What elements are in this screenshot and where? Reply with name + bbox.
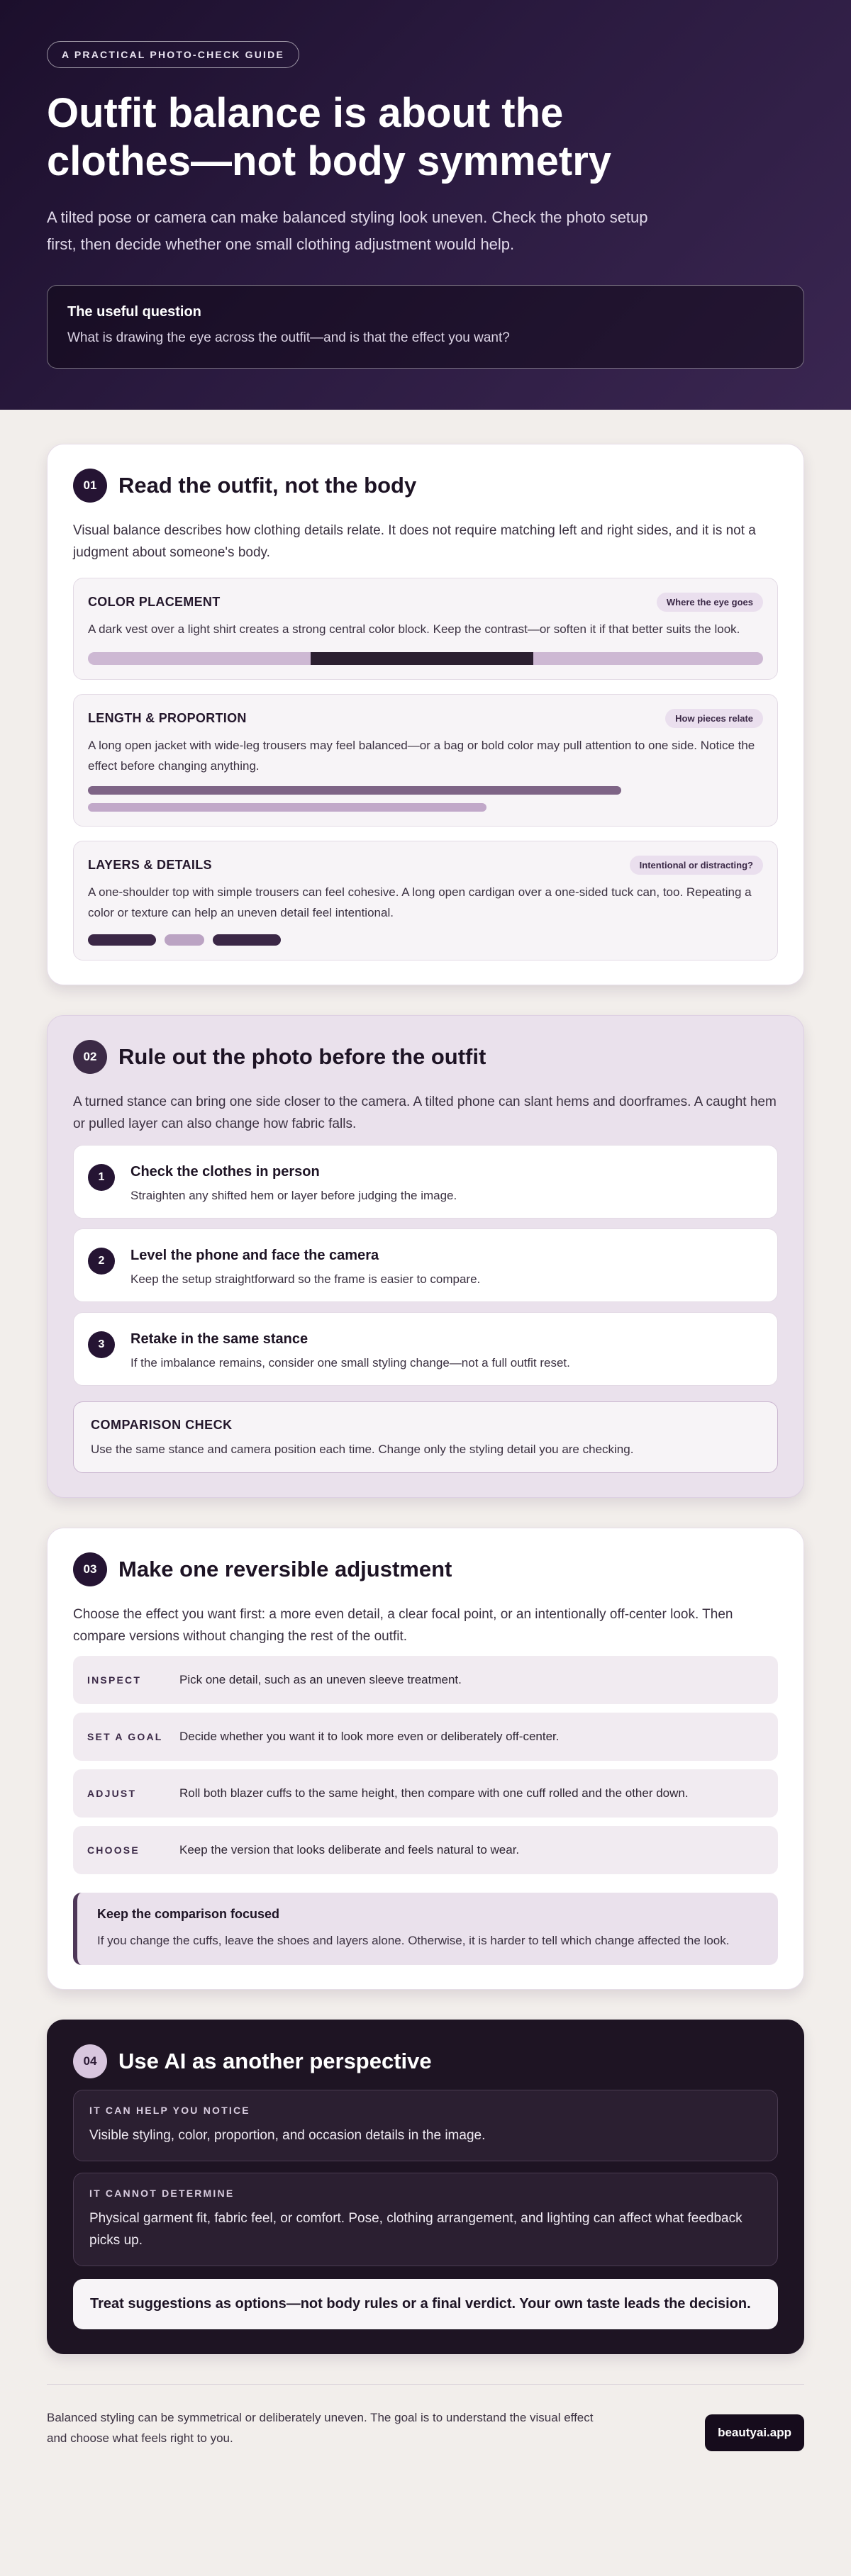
footer (47, 2384, 804, 2451)
ai-box-text: Physical garment fit, fabric feel, or comfort. Pose, clothing arrangement, and lighting can affect what feedback picks up. (89, 2211, 742, 2248)
row-text: Keep the version that looks deliberate and feels natural to wear. (179, 1843, 520, 1857)
detail-tag: Intentional or distracting? (630, 856, 763, 875)
brand-link[interactable]: beautyai.app (705, 2414, 804, 2451)
step-text: Straighten any shifted hem or layer before judging the image. (130, 1189, 457, 1202)
layer-chips (88, 934, 763, 946)
section-intro: Choose the effect you want first: a more even detail, a clear focal point, or an intentionally off-center look. Then compare versions without changing the rest of the outfit. (73, 1607, 733, 1644)
section-header (73, 469, 778, 503)
detail-text: A dark vest over a light shirt creates a strong central color block. Keep the contrast—or soften it if that better suits the look. (88, 622, 740, 636)
detail-color-placement (73, 578, 778, 680)
detail-length-proportion (73, 694, 778, 827)
comparison-focus-note (73, 1893, 778, 1965)
main-content (0, 410, 851, 2354)
color-block-bar (88, 652, 763, 665)
length-bar-long (88, 786, 621, 795)
footer-text: Balanced styling can be symmetrical or deliberately uneven. The goal is to understand the visual effect and choose what feels right to you. (47, 2411, 594, 2445)
step-title: Check the clothes in person (130, 1164, 320, 1180)
row-text: Decide whether you want it to look more even or deliberately off-center. (179, 1730, 560, 1743)
layer-chip (88, 934, 156, 946)
section-read-outfit (47, 444, 804, 985)
note-text: If you change the cuffs, leave the shoes and layers alone. Otherwise, it is harder to tell which change affected the look. (97, 1934, 730, 1947)
step-row-adjust (73, 1769, 778, 1818)
section-header (73, 2044, 778, 2078)
layer-chip (165, 934, 204, 946)
ai-cannot-determine-box (73, 2173, 778, 2266)
question-text: What is drawing the eye across the outfit—and is that the effect you want? (67, 330, 510, 345)
step-text: If the imbalance remains, consider one small styling change—not a full outfit reset. (130, 1356, 570, 1370)
step-row-choose (73, 1826, 778, 1874)
row-text: Pick one detail, such as an uneven sleeve treatment. (179, 1673, 462, 1686)
detail-text: A one-shoulder top with simple trousers can feel cohesive. A long open cardigan over a one-sided tuck can, too. Repeating a color or texture can help an uneven detail feel intentional. (88, 885, 752, 919)
row-label: CHOOSE (87, 1844, 140, 1856)
step-title: Retake in the same stance (130, 1331, 308, 1347)
detail-title: COLOR PLACEMENT (88, 595, 221, 609)
section-number-badge: 02 (73, 1040, 107, 1074)
step-retake (73, 1312, 778, 1386)
section-intro: Visual balance describes how clothing details relate. It does not require matching left and right sides, and it is not a judgment about someone's body. (73, 523, 756, 560)
section-use-ai (47, 2020, 804, 2354)
comparison-check-box (73, 1401, 778, 1473)
layer-chip (213, 934, 281, 946)
section-header (73, 1552, 778, 1586)
ai-can-help-box (73, 2090, 778, 2161)
central-color-block (311, 652, 533, 665)
comparison-text: Use the same stance and camera position each time. Change only the styling detail you are checking. (91, 1443, 634, 1456)
ai-box-text: Visible styling, color, proportion, and occasion details in the image. (89, 2128, 486, 2143)
step-text: Keep the setup straightforward so the frame is easier to compare. (130, 1272, 481, 1286)
section-number-badge: 04 (73, 2044, 107, 2078)
section-header (73, 1040, 778, 1074)
ai-box-label: IT CAN HELP YOU NOTICE (89, 2105, 250, 2116)
note-title: Keep the comparison focused (97, 1907, 280, 1921)
hero-intro: A tilted pose or camera can make balanced styling look uneven. Check the photo setup first, then decide whether one small clothing adjustment would help. (47, 208, 648, 253)
row-text: Roll both blazer cuffs to the same height, then compare with one cuff rolled and the other down. (179, 1786, 689, 1800)
detail-text: A long open jacket with wide-leg trousers may feel balanced—or a bag or bold color may pull attention to one side. Notice the effect before changing anything. (88, 739, 755, 773)
useful-question-box (47, 285, 804, 369)
section-number-badge: 01 (73, 469, 107, 503)
step-number: 2 (88, 1248, 115, 1275)
row-label: INSPECT (87, 1674, 142, 1686)
detail-tag: Where the eye goes (657, 593, 763, 612)
step-level-phone (73, 1228, 778, 1302)
section-title: Rule out the photo before the outfit (118, 1044, 486, 1069)
row-label: SET A GOAL (87, 1731, 163, 1742)
step-row-inspect (73, 1656, 778, 1704)
verdict-callout: Treat suggestions as options—not body rules or a final verdict. Your own taste leads the decision. (73, 2279, 778, 2329)
step-number: 3 (88, 1331, 115, 1358)
section-intro: A turned stance can bring one side closer to the camera. A tilted phone can slant hems and doorframes. A caught hem or pulled layer can also change how fabric falls. (73, 1094, 777, 1131)
section-number-badge: 03 (73, 1552, 107, 1586)
section-title: Read the outfit, not the body (118, 473, 417, 498)
comparison-title: COMPARISON CHECK (91, 1418, 233, 1432)
detail-title: LAYERS & DETAILS (88, 858, 212, 872)
page-title: Outfit balance is about the clothes—not body symmetry (47, 90, 612, 184)
section-title: Make one reversible adjustment (118, 1557, 452, 1581)
detail-title: LENGTH & PROPORTION (88, 711, 247, 725)
section-rule-out-photo (47, 1015, 804, 1498)
step-check-clothes (73, 1145, 778, 1219)
length-bar-short (88, 803, 486, 812)
row-label: ADJUST (87, 1788, 137, 1799)
detail-layers-details (73, 841, 778, 961)
hero (0, 0, 851, 410)
step-row-set-goal (73, 1713, 778, 1761)
section-reversible-adjustment (47, 1528, 804, 1990)
step-number: 1 (88, 1164, 115, 1191)
step-title: Level the phone and face the camera (130, 1248, 379, 1263)
detail-tag: How pieces relate (665, 709, 763, 728)
section-title: Use AI as another perspective (118, 2049, 432, 2073)
guide-pill: A PRACTICAL PHOTO-CHECK GUIDE (47, 41, 299, 68)
ai-box-label: IT CANNOT DETERMINE (89, 2188, 235, 2199)
question-title: The useful question (67, 304, 201, 320)
